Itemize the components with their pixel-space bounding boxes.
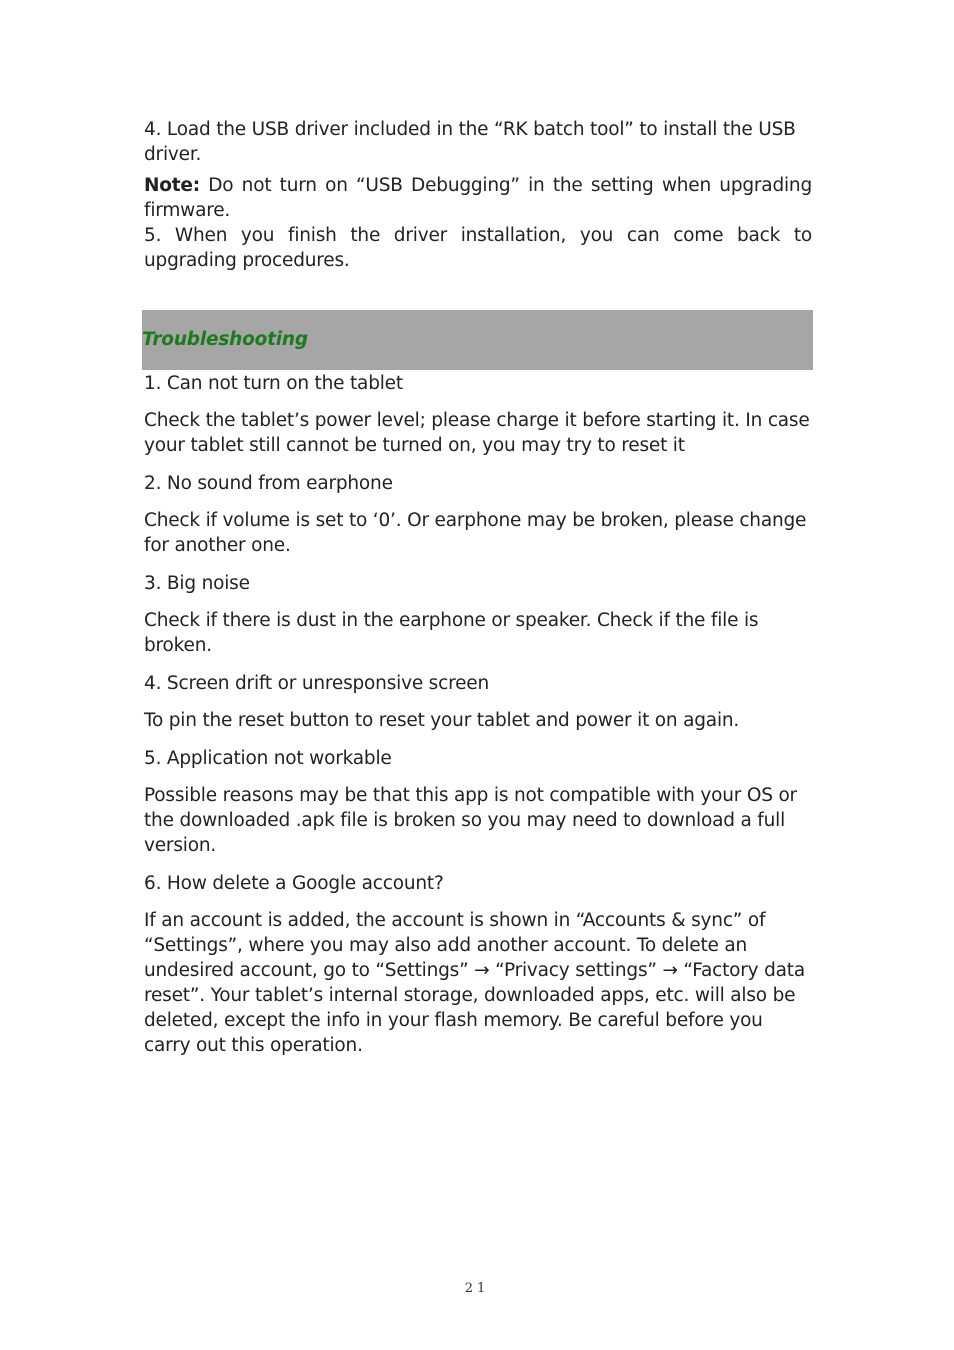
note-label: Note: (144, 175, 200, 196)
issue-answer: If an account is added, the account is shown in “Accounts & sync” of “Settings”, where you may also add another account. To delete an undesired account, go to “Settings” → “Privacy settings” → “Factory data reset”. Your tablet’s internal storage, downloaded apps, etc. will also be deleted, except the info in your flash memory. Be careful before you carry out this operation. (144, 910, 805, 1056)
issue-question: 5. Application not workable (144, 748, 392, 769)
troubleshooting-list (144, 371, 812, 1058)
issue-question: 1. Can not turn on the tablet (144, 373, 403, 394)
intro-step-5: 5. When you finish the driver installation, you can come back to upgrading procedures. (144, 225, 812, 271)
issue-question: 2. No sound from earphone (144, 473, 393, 494)
note-text: Do not turn on “USB Debugging” in the setting when upgrading firmware. (144, 175, 812, 221)
issue-answer: To pin the reset button to reset your tablet and power it on again. (144, 710, 740, 731)
issue-question: 4. Screen drift or unresponsive screen (144, 673, 489, 694)
issue-answer: Check if volume is set to ‘0’. Or earphone may be broken, please change for another one. (144, 510, 807, 556)
section-title: Troubleshooting (142, 329, 308, 350)
issue-question: 6. How delete a Google account? (144, 873, 444, 894)
issue-answer: Check if there is dust in the earphone or speaker. Check if the file is broken. (144, 610, 759, 656)
issue-answer: Possible reasons may be that this app is not compatible with your OS or the downloaded .apk file is broken so you may need to download a full version. (144, 785, 797, 856)
intro-note (144, 173, 812, 223)
section-header-band (142, 310, 813, 370)
issue-question: 3. Big noise (144, 573, 250, 594)
intro-step-4: 4. Load the USB driver included in the “RK batch tool” to install the USB driver. (144, 119, 796, 165)
issue-answer: Check the tablet’s power level; please charge it before starting it. In case your tablet still cannot be turned on, you may try to reset it (144, 410, 810, 456)
page-number: 21 (464, 1281, 490, 1296)
document-body (144, 117, 812, 1071)
